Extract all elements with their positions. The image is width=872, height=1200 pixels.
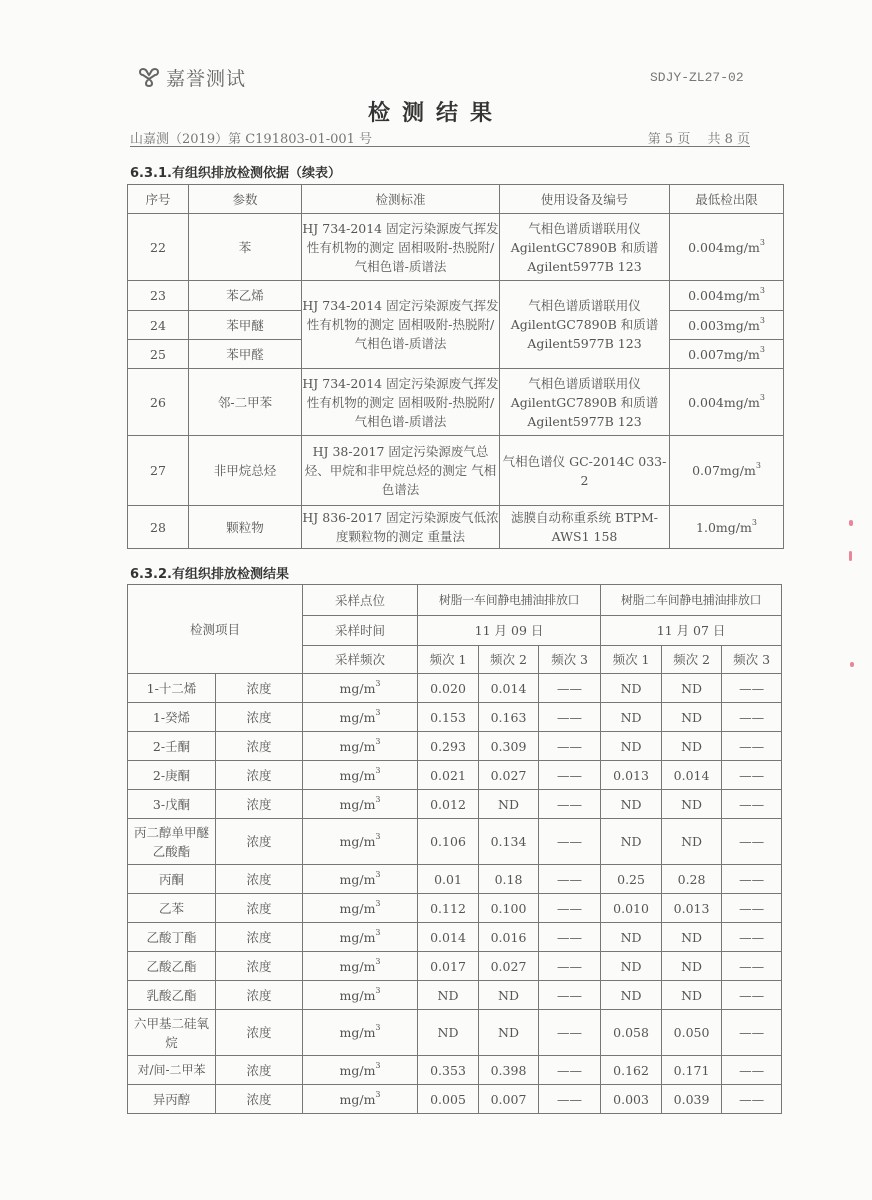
measure-type: 浓度	[216, 894, 303, 923]
result-row	[128, 1056, 782, 1085]
row-number: 24	[128, 311, 189, 340]
result-value: ——	[539, 790, 601, 819]
result-row	[128, 1085, 782, 1114]
header-row-sampling-point	[128, 585, 782, 616]
measure-type: 浓度	[216, 952, 303, 981]
unit: $mg/m^3$	[303, 732, 418, 761]
detection-limit: $0.004mg/m^3$	[670, 369, 784, 436]
measure-type: 浓度	[216, 732, 303, 761]
result-value: ——	[539, 1010, 601, 1056]
standard: HJ 38-2017 固定污染源废气总烃、甲烷和非甲烷总烃的测定 气相色谱法	[302, 436, 500, 506]
parameter: 邻-二甲苯	[189, 369, 302, 436]
result-value: 0.014	[479, 674, 539, 703]
row-number: 22	[128, 214, 189, 281]
measure-type: 浓度	[216, 1056, 303, 1085]
result-value: ——	[722, 1085, 782, 1114]
section-heading-basis: 6.3.1.有组织排放检测依据（续表）	[130, 166, 341, 181]
result-value: ND	[662, 790, 722, 819]
table-header-row	[128, 185, 784, 214]
result-row	[128, 1010, 782, 1056]
result-value: 0.134	[479, 819, 539, 865]
frequency-header: 频次 3	[722, 646, 782, 674]
equipment: 气相色谱质谱联用仪 AgilentGC7890B 和质谱 Agilent5977B 123	[500, 281, 670, 369]
measure-type: 浓度	[216, 1085, 303, 1114]
table-row	[128, 281, 784, 311]
result-value: ND	[601, 952, 662, 981]
compound-name: 乙酸乙酯	[128, 952, 216, 981]
result-value: 0.014	[418, 923, 479, 952]
result-value: ——	[722, 981, 782, 1010]
result-value: ——	[539, 981, 601, 1010]
compound-name: 六甲基二硅氧烷	[128, 1010, 216, 1056]
result-value: 0.017	[418, 952, 479, 981]
standard: HJ 836-2017 固定污染源废气低浓度颗粒物的测定 重量法	[302, 506, 500, 549]
label-sampling-time: 采样时间	[303, 616, 418, 646]
result-value: ND	[601, 923, 662, 952]
frequency-header: 频次 1	[601, 646, 662, 674]
result-value: 0.106	[418, 819, 479, 865]
compound-name: 丙酮	[128, 865, 216, 894]
unit: $mg/m^3$	[303, 981, 418, 1010]
result-value: ——	[722, 819, 782, 865]
compound-name: 乙苯	[128, 894, 216, 923]
detection-basis-table	[127, 184, 784, 549]
result-value: ——	[539, 1085, 601, 1114]
result-value: 0.153	[418, 703, 479, 732]
detection-limit: $0.007mg/m^3$	[670, 340, 784, 369]
measure-type: 浓度	[216, 674, 303, 703]
table-row	[128, 369, 784, 436]
result-value: ND	[662, 923, 722, 952]
frequency-header: 频次 2	[479, 646, 539, 674]
compound-name: 乙酸丁酯	[128, 923, 216, 952]
result-value: ——	[722, 732, 782, 761]
result-value: ND	[601, 981, 662, 1010]
unit: $mg/m^3$	[303, 1056, 418, 1085]
result-row	[128, 952, 782, 981]
page-info: 第 5 页 共 8 页	[647, 132, 750, 147]
section-heading-results: 6.3.2.有组织排放检测结果	[130, 567, 289, 582]
table-row	[128, 214, 784, 281]
stamp-mark	[849, 520, 853, 526]
compound-name: 对/间-二甲苯	[128, 1056, 216, 1085]
result-value: ND	[601, 674, 662, 703]
parameter: 苯	[189, 214, 302, 281]
result-row	[128, 732, 782, 761]
row-number: 25	[128, 340, 189, 369]
parameter: 苯乙烯	[189, 281, 302, 311]
measure-type: 浓度	[216, 923, 303, 952]
unit: $mg/m^3$	[303, 703, 418, 732]
detection-limit: $0.07mg/m^3$	[670, 436, 784, 506]
result-value: ——	[722, 952, 782, 981]
compound-name: 丙二醇单甲醚乙酸酯	[128, 819, 216, 865]
result-row	[128, 703, 782, 732]
sampling-site-1: 树脂一车间静电捕油排放口	[418, 585, 601, 616]
result-value: 0.293	[418, 732, 479, 761]
result-value: 0.005	[418, 1085, 479, 1114]
unit: $mg/m^3$	[303, 952, 418, 981]
result-row	[128, 819, 782, 865]
report-reference-line	[130, 128, 750, 147]
column-header: 序号	[128, 185, 189, 214]
result-value: 0.027	[479, 952, 539, 981]
result-value: 0.014	[662, 761, 722, 790]
result-value: 0.013	[601, 761, 662, 790]
stamp-mark	[850, 662, 854, 667]
result-value: 0.058	[601, 1010, 662, 1056]
detection-limit: $0.003mg/m^3$	[670, 311, 784, 340]
result-value: ND	[662, 703, 722, 732]
result-value: ——	[539, 674, 601, 703]
row-number: 28	[128, 506, 189, 549]
result-value: ND	[662, 819, 722, 865]
compound-name: 3-戊酮	[128, 790, 216, 819]
result-value: 0.353	[418, 1056, 479, 1085]
result-value: 0.112	[418, 894, 479, 923]
column-header: 检测标准	[302, 185, 500, 214]
result-value: ——	[539, 1056, 601, 1085]
result-value: ——	[722, 923, 782, 952]
result-value: ——	[539, 894, 601, 923]
measure-type: 浓度	[216, 1010, 303, 1056]
table-row	[128, 506, 784, 549]
unit: $mg/m^3$	[303, 894, 418, 923]
result-value: ——	[722, 865, 782, 894]
unit: $mg/m^3$	[303, 1010, 418, 1056]
result-value: 0.012	[418, 790, 479, 819]
label-sampling-frequency: 采样频次	[303, 646, 418, 674]
equipment: 气相色谱质谱联用仪 AgilentGC7890B 和质谱 Agilent5977B 123	[500, 214, 670, 281]
unit: $mg/m^3$	[303, 865, 418, 894]
report-number: 山嘉测（2019）第 C191803-01-001 号	[130, 132, 373, 147]
sampling-date-1: 11 月 09 日	[418, 616, 601, 646]
measure-type: 浓度	[216, 981, 303, 1010]
result-value: ND	[601, 790, 662, 819]
result-value: ND	[479, 790, 539, 819]
result-value: ND	[418, 1010, 479, 1056]
compound-name: 乳酸乙酯	[128, 981, 216, 1010]
result-value: 0.007	[479, 1085, 539, 1114]
unit: $mg/m^3$	[303, 761, 418, 790]
brand-logo-icon	[138, 66, 160, 88]
result-value: ND	[662, 981, 722, 1010]
company-logo	[138, 62, 246, 92]
result-row	[128, 761, 782, 790]
measure-type: 浓度	[216, 761, 303, 790]
result-value: ND	[601, 732, 662, 761]
result-value: ND	[479, 1010, 539, 1056]
frequency-header: 频次 1	[418, 646, 479, 674]
result-value: ——	[539, 923, 601, 952]
result-value: ——	[722, 790, 782, 819]
sampling-date-2: 11 月 07 日	[601, 616, 782, 646]
result-value: 0.027	[479, 761, 539, 790]
unit: $mg/m^3$	[303, 1085, 418, 1114]
result-row	[128, 674, 782, 703]
document-code: SDJY-ZL27-02	[650, 70, 744, 85]
result-value: ——	[722, 703, 782, 732]
compound-name: 1-癸烯	[128, 703, 216, 732]
result-value: ——	[539, 703, 601, 732]
result-value: ND	[662, 674, 722, 703]
unit: $mg/m^3$	[303, 923, 418, 952]
equipment: 气相色谱仪 GC-2014C 033-2	[500, 436, 670, 506]
row-number: 26	[128, 369, 189, 436]
equipment: 气相色谱质谱联用仪 AgilentGC7890B 和质谱 Agilent5977B 123	[500, 369, 670, 436]
result-value: ND	[601, 703, 662, 732]
result-value: 0.309	[479, 732, 539, 761]
compound-name: 1-十二烯	[128, 674, 216, 703]
result-value: ——	[539, 732, 601, 761]
result-value: 0.25	[601, 865, 662, 894]
result-value: ——	[539, 865, 601, 894]
result-value: 0.021	[418, 761, 479, 790]
unit: $mg/m^3$	[303, 674, 418, 703]
result-value: ND	[418, 981, 479, 1010]
result-value: ——	[722, 1010, 782, 1056]
parameter: 颗粒物	[189, 506, 302, 549]
result-row	[128, 981, 782, 1010]
measure-type: 浓度	[216, 790, 303, 819]
standard: HJ 734-2014 固定污染源废气挥发性有机物的测定 固相吸附-热脱附/气相色谱-质谱法	[302, 214, 500, 281]
equipment: 滤膜自动称重系统 BTPM-AWS1 158	[500, 506, 670, 549]
result-value: 0.398	[479, 1056, 539, 1085]
column-header: 最低检出限	[670, 185, 784, 214]
result-value: 0.039	[662, 1085, 722, 1114]
result-value: 0.162	[601, 1056, 662, 1085]
result-value: 0.013	[662, 894, 722, 923]
result-value: ——	[539, 819, 601, 865]
result-value: ND	[662, 952, 722, 981]
sampling-site-2: 树脂二车间静电捕油排放口	[601, 585, 782, 616]
result-value: ——	[722, 894, 782, 923]
parameter: 苯甲醚	[189, 311, 302, 340]
measure-type: 浓度	[216, 703, 303, 732]
result-value: ——	[722, 674, 782, 703]
result-value: 0.28	[662, 865, 722, 894]
compound-name: 2-壬酮	[128, 732, 216, 761]
measure-type: 浓度	[216, 819, 303, 865]
result-value: 0.003	[601, 1085, 662, 1114]
result-value: 0.171	[662, 1056, 722, 1085]
standard: HJ 734-2014 固定污染源废气挥发性有机物的测定 固相吸附-热脱附/气相色谱-质谱法	[302, 369, 500, 436]
result-value: ND	[662, 732, 722, 761]
unit: $mg/m^3$	[303, 819, 418, 865]
row-number: 23	[128, 281, 189, 311]
result-value: 0.050	[662, 1010, 722, 1056]
result-value: 0.100	[479, 894, 539, 923]
compound-name: 2-庚酮	[128, 761, 216, 790]
measure-type: 浓度	[216, 865, 303, 894]
item-header: 检测项目	[128, 585, 303, 674]
stamp-mark	[849, 551, 852, 561]
parameter: 非甲烷总烃	[189, 436, 302, 506]
table-row	[128, 436, 784, 506]
detection-results-table	[127, 584, 782, 1114]
result-value: 0.016	[479, 923, 539, 952]
page-title: 检测结果	[367, 101, 504, 126]
result-value: ND	[479, 981, 539, 1010]
result-value: 0.01	[418, 865, 479, 894]
result-value: ——	[722, 1056, 782, 1085]
frequency-header: 频次 2	[662, 646, 722, 674]
detection-limit: $1.0mg/m^3$	[670, 506, 784, 549]
result-row	[128, 894, 782, 923]
result-value: ——	[722, 761, 782, 790]
frequency-header: 频次 3	[539, 646, 601, 674]
detection-limit: $0.004mg/m^3$	[670, 214, 784, 281]
result-row	[128, 865, 782, 894]
result-value: ——	[539, 761, 601, 790]
result-value: 0.163	[479, 703, 539, 732]
result-row	[128, 923, 782, 952]
parameter: 苯甲醛	[189, 340, 302, 369]
result-value: 0.020	[418, 674, 479, 703]
brand-name: 嘉誉测试	[166, 67, 247, 90]
column-header: 使用设备及编号	[500, 185, 670, 214]
row-number: 27	[128, 436, 189, 506]
compound-name: 异丙醇	[128, 1085, 216, 1114]
label-sampling-point: 采样点位	[303, 585, 418, 616]
result-value: ND	[601, 819, 662, 865]
result-row	[128, 790, 782, 819]
standard: HJ 734-2014 固定污染源废气挥发性有机物的测定 固相吸附-热脱附/气相色谱-质谱法	[302, 281, 500, 369]
result-value: 0.010	[601, 894, 662, 923]
result-value: ——	[539, 952, 601, 981]
column-header: 参数	[189, 185, 302, 214]
result-value: 0.18	[479, 865, 539, 894]
unit: $mg/m^3$	[303, 790, 418, 819]
detection-limit: $0.004mg/m^3$	[670, 281, 784, 311]
